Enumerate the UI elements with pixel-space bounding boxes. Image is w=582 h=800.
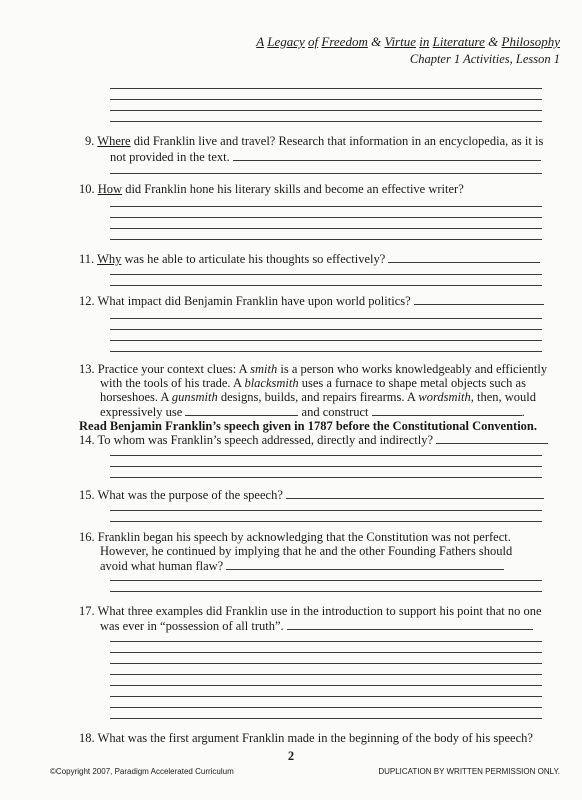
answer-lines[interactable] [110,88,542,132]
question-11: 11. Why was he able to articulate his thoughts so effectively? [79,251,540,267]
title-word: & [488,34,499,49]
answer-lines[interactable] [110,455,542,488]
answer-lines[interactable] [110,318,542,362]
answer-blank[interactable] [286,487,544,499]
question-9: 9. Where did Franklin live and travel? Research that information in an encyclopedia, as it is [85,134,544,148]
question-9-cont: not provided in the text. [110,149,541,165]
title-word: A [256,34,264,49]
question-12: 12. What impact did Benjamin Franklin have upon world politics? [79,293,544,309]
answer-blank[interactable] [388,251,540,263]
question-13-line3: horseshoes. A gunsmith designs, builds, and repairs firearms. A wordsmith, then, would [100,390,536,404]
answer-blank[interactable] [372,404,522,416]
title-word: Philosophy [501,34,560,49]
page-number: 2 [287,749,295,763]
question-13: 13. Practice your context clues: A smith is a person who works knowledgeably and efficiently [79,362,548,376]
book-title [256,34,560,50]
question-18: 18. What was the first argument Franklin made in the beginning of the body of his speech? [79,731,533,745]
copyright-notice: ©Copyright 2007, Paradigm Accelerated Curriculum [50,767,234,776]
question-16-line3: avoid what human flaw? [100,558,504,574]
answer-lines[interactable] [110,206,542,250]
title-word: in [419,34,430,49]
section-heading: Read Benjamin Franklin’s speech given in 1787 before the Constitutional Convention. [79,419,538,433]
question-10: 10. How did Franklin hone his literary skills and become an effective writer? [79,182,464,196]
answer-lines[interactable] [110,641,542,729]
answer-lines[interactable] [110,580,542,602]
answer-blank[interactable] [414,293,544,305]
title-word: of [308,34,319,49]
duplication-notice: DUPLICATION BY WRITTEN PERMISSION ONLY. [378,767,560,776]
title-word: & [371,34,382,49]
title-word: Legacy [267,34,305,49]
answer-blank[interactable] [287,618,533,630]
question-14: 14. To whom was Franklin’s speech addressed, directly and indirectly? [79,432,548,448]
answer-blank[interactable] [226,558,504,570]
question-17-line2: was ever in “possession of all truth”. [100,618,533,634]
answer-blank[interactable] [233,149,541,161]
answer-lines[interactable] [110,510,542,532]
question-16-line2: However, he continued by implying that he and the other Founding Fathers should [100,544,513,558]
question-16: 16. Franklin began his speech by acknowledging that the Constitution was not perfect. [79,530,511,544]
title-word: Literature [432,34,485,49]
question-13-line4: expressively use and construct . [100,405,525,419]
title-word: Freedom [321,34,368,49]
question-15: 15. What was the purpose of the speech? [79,487,544,503]
question-17: 17. What three examples did Franklin use in the introduction to support his point that no one [79,604,542,618]
question-13-line2: with the tools of his trade. A blacksmith uses a furnace to shape metal objects such as [100,376,526,390]
answer-blank[interactable] [185,404,298,416]
answer-blank[interactable] [436,432,548,444]
title-word: Virtue [384,34,416,49]
chapter-subtitle: Chapter 1 Activities, Lesson 1 [409,52,560,66]
